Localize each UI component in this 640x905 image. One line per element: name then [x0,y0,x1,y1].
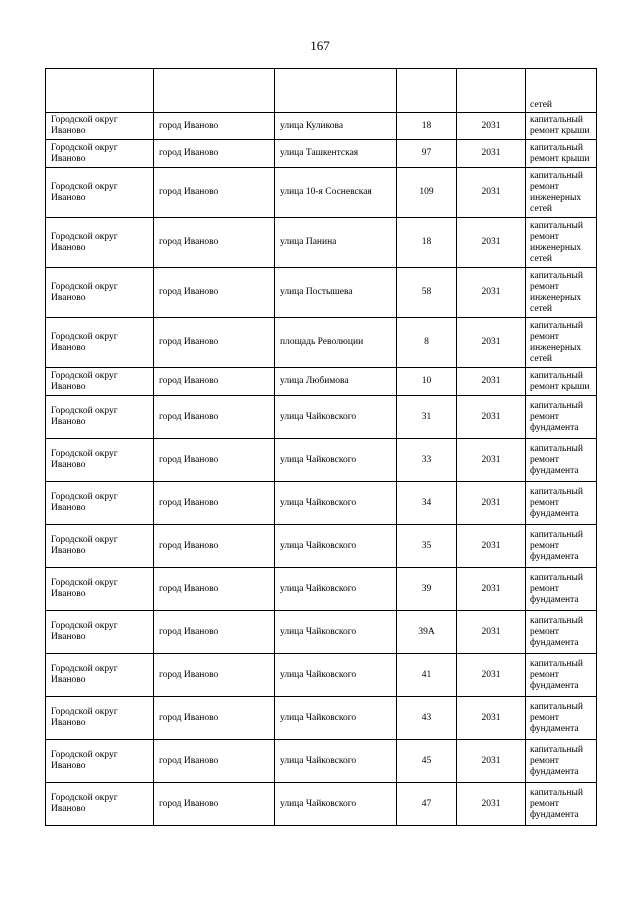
cell-settlement: город Иваново [154,783,275,826]
cell-settlement: город Иваново [154,654,275,697]
cell-work-type: сетей [526,69,597,113]
cell-municipality: Городской округ Иваново [46,568,154,611]
table-row [46,568,597,611]
cell-municipality: Городской округ Иваново [46,697,154,740]
cell-street: улица Чайковского [275,525,397,568]
cell-house: 47 [397,783,457,826]
cell-house: 97 [397,140,457,168]
table-row [46,439,597,482]
cell-municipality: Городской округ Иваново [46,268,154,318]
cell-house: 109 [397,168,457,218]
cell-work-type: капитальный ремонт инженерных сетей [526,218,597,268]
cell-street: улица Панина [275,218,397,268]
cell-house: 18 [397,218,457,268]
cell-house: 41 [397,654,457,697]
cell-house: 8 [397,318,457,368]
cell-settlement: город Иваново [154,697,275,740]
cell-house [397,69,457,113]
table-row [46,611,597,654]
table-body [46,69,597,826]
cell-house: 43 [397,697,457,740]
cell-settlement: город Иваново [154,740,275,783]
cell-street: улица 10-я Сосневская [275,168,397,218]
cell-municipality: Городской округ Иваново [46,218,154,268]
cell-work-type: капитальный ремонт фундамента [526,783,597,826]
table-row [46,740,597,783]
cell-municipality: Городской округ Иваново [46,783,154,826]
cell-year: 2031 [457,218,526,268]
cell-house: 31 [397,396,457,439]
table-row-continuation [46,69,597,113]
cell-work-type: капитальный ремонт инженерных сетей [526,318,597,368]
table-row [46,783,597,826]
cell-street: улица Чайковского [275,611,397,654]
cell-year: 2031 [457,396,526,439]
cell-year: 2031 [457,113,526,140]
cell-settlement: город Иваново [154,396,275,439]
cell-settlement: город Иваново [154,482,275,525]
cell-house: 34 [397,482,457,525]
cell-work-type: капитальный ремонт фундамента [526,740,597,783]
table-row [46,368,597,396]
table-row [46,140,597,168]
table-row [46,697,597,740]
cell-municipality: Городской округ Иваново [46,113,154,140]
cell-house: 10 [397,368,457,396]
table-row [46,654,597,697]
cell-work-type: капитальный ремонт фундамента [526,396,597,439]
page-number: 167 [310,38,330,53]
cell-year: 2031 [457,482,526,525]
cell-year: 2031 [457,140,526,168]
table-row [46,218,597,268]
cell-municipality: Городской округ Иваново [46,140,154,168]
cell-street: площадь Революции [275,318,397,368]
table-row [46,268,597,318]
cell-settlement: город Иваново [154,568,275,611]
cell-work-type: капитальный ремонт фундамента [526,439,597,482]
cell-street: улица Чайковского [275,783,397,826]
cell-work-type: капитальный ремонт фундамента [526,482,597,525]
cell-year: 2031 [457,740,526,783]
cell-work-type: капитальный ремонт фундамента [526,611,597,654]
cell-municipality: Городской округ Иваново [46,168,154,218]
cell-municipality [46,69,154,113]
table-row [46,318,597,368]
cell-settlement: город Иваново [154,268,275,318]
cell-municipality: Городской округ Иваново [46,368,154,396]
cell-year: 2031 [457,525,526,568]
cell-street: улица Чайковского [275,568,397,611]
cell-municipality: Городской округ Иваново [46,740,154,783]
cell-house: 45 [397,740,457,783]
cell-house: 35 [397,525,457,568]
cell-settlement: город Иваново [154,113,275,140]
cell-work-type: капитальный ремонт фундамента [526,525,597,568]
cell-house: 18 [397,113,457,140]
cell-street: улица Постышева [275,268,397,318]
cell-settlement: город Иваново [154,611,275,654]
cell-municipality: Городской округ Иваново [46,611,154,654]
cell-work-type: капитальный ремонт крыши [526,140,597,168]
cell-settlement: город Иваново [154,525,275,568]
cell-municipality: Городской округ Иваново [46,482,154,525]
cell-work-type: капитальный ремонт инженерных сетей [526,268,597,318]
cell-work-type: капитальный ремонт фундамента [526,568,597,611]
cell-settlement: город Иваново [154,168,275,218]
table-row [46,113,597,140]
cell-street: улица Чайковского [275,654,397,697]
cell-settlement: город Иваново [154,140,275,168]
cell-street: улица Чайковского [275,396,397,439]
repair-table [45,68,597,826]
cell-municipality: Городской округ Иваново [46,654,154,697]
cell-year: 2031 [457,168,526,218]
table-row [46,482,597,525]
cell-work-type: капитальный ремонт крыши [526,113,597,140]
table-row [46,525,597,568]
cell-street: улица Любимова [275,368,397,396]
cell-house: 39 [397,568,457,611]
cell-settlement: город Иваново [154,368,275,396]
cell-settlement: город Иваново [154,218,275,268]
cell-house: 33 [397,439,457,482]
cell-work-type: капитальный ремонт фундамента [526,654,597,697]
cell-year: 2031 [457,611,526,654]
cell-work-type: капитальный ремонт инженерных сетей [526,168,597,218]
table-row [46,396,597,439]
cell-year [457,69,526,113]
cell-municipality: Городской округ Иваново [46,525,154,568]
cell-street: улица Чайковского [275,439,397,482]
cell-work-type: капитальный ремонт крыши [526,368,597,396]
cell-municipality: Городской округ Иваново [46,439,154,482]
cell-house: 39А [397,611,457,654]
cell-year: 2031 [457,268,526,318]
cell-municipality: Городской округ Иваново [46,318,154,368]
cell-year: 2031 [457,783,526,826]
cell-street: улица Ташкентская [275,140,397,168]
cell-year: 2031 [457,568,526,611]
cell-settlement [154,69,275,113]
cell-year: 2031 [457,368,526,396]
table-row [46,168,597,218]
cell-street: улица Куликова [275,113,397,140]
cell-street: улица Чайковского [275,482,397,525]
cell-work-type: капитальный ремонт фундамента [526,697,597,740]
cell-house: 58 [397,268,457,318]
cell-year: 2031 [457,654,526,697]
cell-street: улица Чайковского [275,697,397,740]
cell-street [275,69,397,113]
cell-settlement: город Иваново [154,439,275,482]
cell-year: 2031 [457,318,526,368]
cell-street: улица Чайковского [275,740,397,783]
cell-settlement: город Иваново [154,318,275,368]
cell-municipality: Городской округ Иваново [46,396,154,439]
cell-year: 2031 [457,697,526,740]
cell-year: 2031 [457,439,526,482]
